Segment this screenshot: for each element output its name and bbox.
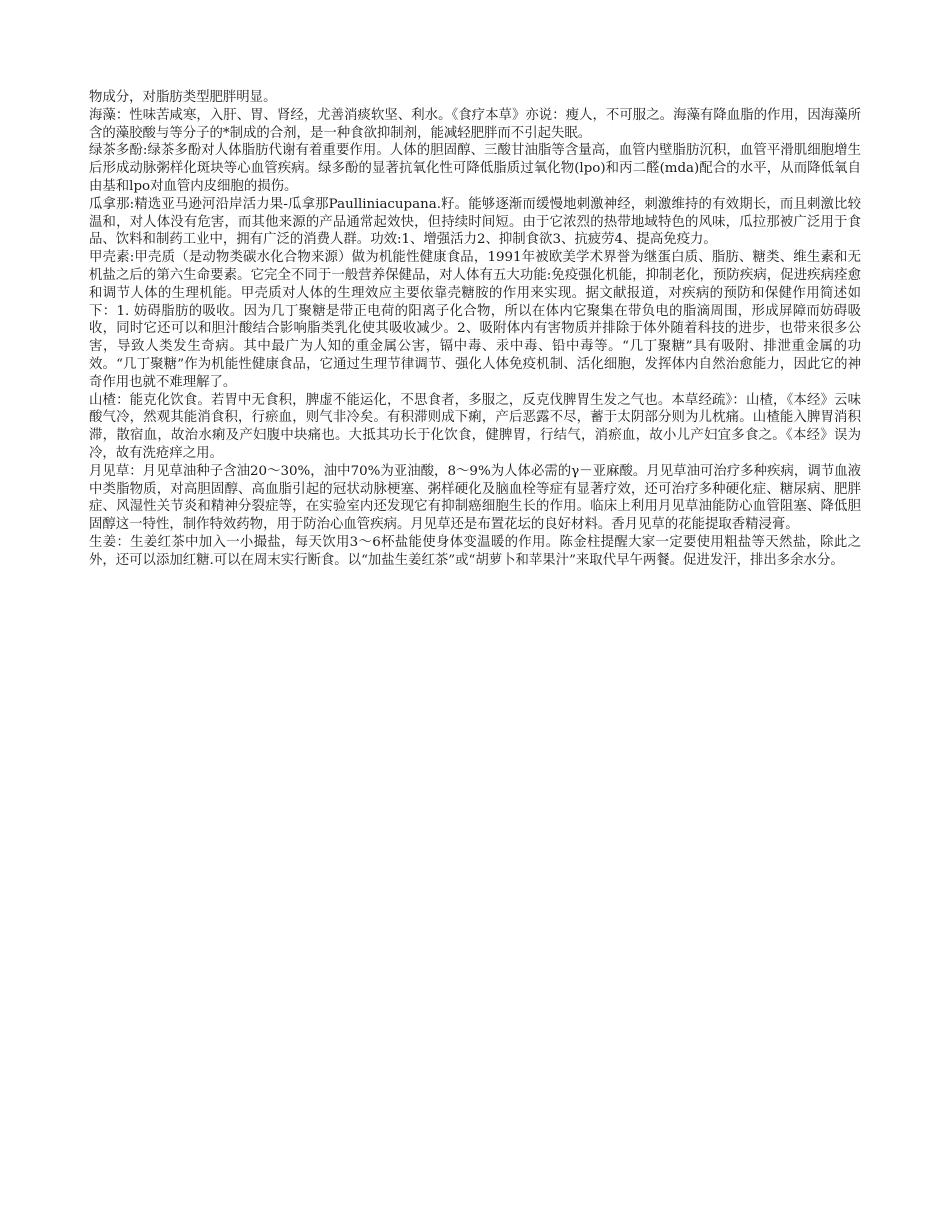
paragraph-ginger: 生姜：生姜红茶中加入一小撮盐，每天饮用3～6杯盐能使身体变温暖的作用。陈金柱提醒大家一定要使用粗盐等天然盐，除此之外，还可以添加红糖.可以在周末实行断食。以“加盐生姜红茶”或“胡萝卜和苹果汁”来取代早午两餐。促进发汗，排出多余水分。: [89, 534, 861, 568]
paragraph-seaweed: 海藻：性味苦咸寒，入肝、胃、肾经，尤善消痰软坚、利水。《食疗本草》亦说：瘦人，不可服之。海藻有降血脂的作用，因海藻所含的藻胶酸与等分子的*制成的合剂，是一种食欲抑制剂，能减轻肥胖而不引起失眠。: [89, 107, 861, 141]
paragraph-green-tea-polyphenols: 绿茶多酚:绿茶多酚对人体脂肪代谢有着重要作用。人体的胆固醇、三酸甘油脂等含量高，血管内壁脂肪沉积，血管平滑肌细胞增生后形成动脉粥样化斑块等心血管疾病。绿多酚的显著抗氧化性可降低脂质过氧化物(lpo)和丙二醛(mda)配合的水平，从而降低氧自由基和lpo对血管内皮细胞的损伤。: [89, 143, 861, 194]
paragraph-chitin: 甲壳素:甲壳质（是动物类碳水化合物来源）做为机能性健康食品，1991年被欧美学术界誉为继蛋白质、脂肪、糖类、维生素和无机盐之后的第六生命要素。它完全不同于一般营养保健品，对人体有五大功能:免疫强化机能，抑制老化，预防疾病，促进疾病痊愈和调节人体的生理机能。甲壳质对人体的生理效应主要依靠壳糖胺的作用来实现。据文献报道，对疾病的预防和保健作用简述如下：1. 妨碍脂肪的吸收。因为几丁聚糖是带正电荷的阳离子化合物，所以在体内它聚集在带负电的脂滴周围，形成屏障而妨碍吸收，同时它还可以和胆汁酸结合影响脂类乳化使其吸收减少。2、吸附体内有害物质并排除于体外随着科技的进步，也带来很多公害，导致人类发生奇病。其中最广为人知的重金属公害，镉中毒、汞中毒、铅中毒等。“几丁聚糖”具有吸附、排泄重金属的功效。“几丁聚糖”作为机能性健康食品，它通过生理节律调节、强化人体免疫机制、活化细胞，发挥体内自然治愈能力，因此它的神奇作用也就不难理解了。: [89, 250, 861, 390]
paragraph-guarana: 瓜拿那:精选亚马逊河沿岸活力果-瓜拿那Paulliniacupana.籽。能够逐渐而缓慢地刺激神经，刺激维持的有效期长，而且刺激比较温和，对人体没有危害，而其他来源的产品通常起效快，但持续时间短。由于它浓烈的热带地域特色的风味，瓜拉那被广泛用于食品、饮料和制药工业中，拥有广泛的消费人群。功效:1、增强活力2、抑制食欲3、抗疲劳4、提高免疫力。: [89, 196, 861, 248]
paragraph-hawthorn: 山楂：能克化饮食。若胃中无食积，脾虚不能运化，不思食者，多服之，反克伐脾胃生发之气也。本草经疏》：山楂，《本经》云味酸气冷，然观其能消食积，行瘀血，则气非冷矣。有积滞则成下痢，产后恶露不尽，蓄于太阴部分则为儿枕痛。山楂能入脾胃消积滞，散宿血，故治水痢及产妇腹中块痛也。大抵其功长于化饮食，健脾胃，行结气，消瘀血，故小儿产妇宜多食之。《本经》误为冷，故有洗疮痒之用。: [89, 392, 861, 461]
paragraph-continuation: 物成分，对脂肪类型肥胖明显。: [89, 90, 277, 105]
paragraph-evening-primrose: 月见草：月见草油种子含油20～30%，油中70%为亚油酸，8～9%为人体必需的γ－亚麻酸。月见草油可治疗多种疾病，调节血液中类脂物质，对高胆固醇、高血脂引起的冠状动脉梗塞、粥样硬化及脑血栓等症有显著疗效，还可治疗多种硬化症、糖尿病、肥胖症、风湿性关节炎和精神分裂症等，在实验室内还发现它有抑制癌细胞生长的作用。临床上利用月见草油能防心血管阻塞、降低胆固醇这一特性，制作特效药物，用于防治心血管疾病。月见草还是布置花坛的良好材料。香月见草的花能提取香精浸膏。: [89, 463, 861, 533]
document-body: [89, 89, 861, 570]
